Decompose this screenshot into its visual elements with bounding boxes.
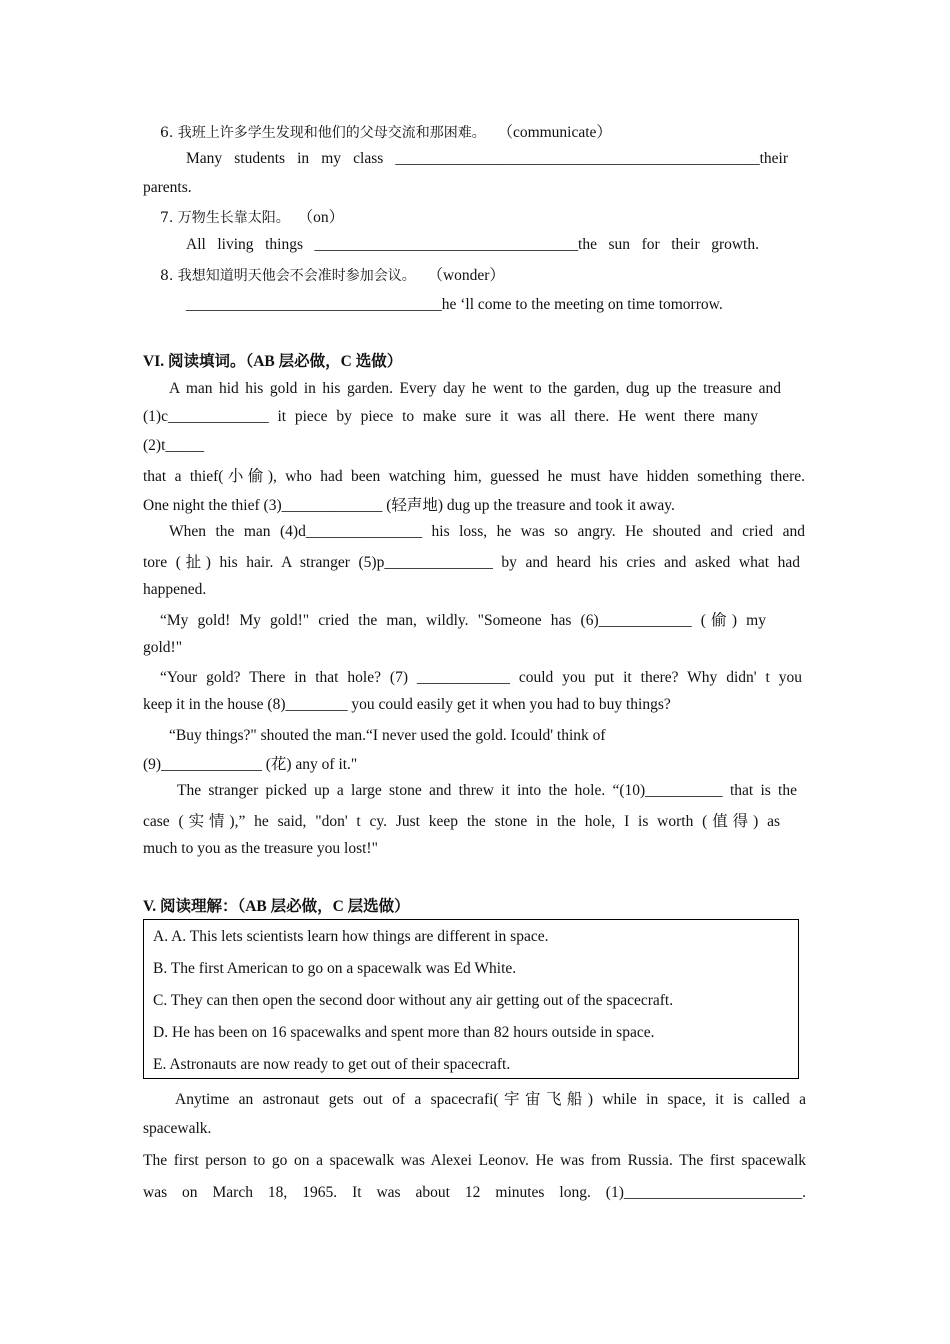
- passage-line-3: The first person to go on a spacewalk was Alexei Leonov. He was from Russia. The first spacewalk: [143, 1152, 806, 1169]
- cloze-line-8: happened.: [143, 581, 207, 598]
- cloze-line-1: A man hid his gold in his garden. Every day he went to the garden, dug up the treasure and: [169, 380, 781, 397]
- cloze-line-4: that a thief(小偷), who had been watching him, guessed he must have hidden something there.: [143, 468, 805, 485]
- cloze-line-14: (9)_____________ (花) any of it.": [143, 756, 358, 773]
- reading-heading: V. 阅读理解：（AB 层必做，C 层选做）: [143, 898, 410, 915]
- passage-line-4: was on March 18, 1965. It was about 12 minutes long. (1)_______________________.: [143, 1184, 806, 1201]
- item-8-zh: 8. 我想知道明天他会不会准时参加会议。: [160, 268, 416, 284]
- item-7-hint: （on）: [297, 209, 345, 226]
- translation-item-7-chinese: [160, 208, 344, 228]
- option-b: B. The first American to go on a spacewalk was Ed White.: [153, 960, 517, 977]
- cloze-line-12: keep it in the house (8)________ you could easily get it when you had to buy things?: [143, 696, 671, 713]
- item-8-hint: （wonder）: [427, 267, 505, 284]
- item-7-zh: 7. 万物生长靠太阳。: [160, 210, 290, 226]
- cloze-heading: VI. 阅读填词。（AB 层必做，C 选做）: [143, 353, 403, 370]
- cloze-line-10: gold!": [143, 639, 183, 656]
- cloze-line-7: tore (扯) his hair. A stranger (5)p______________ by and heard his cries and asked what had: [143, 554, 800, 571]
- cloze-line-16: case (实情),” he said, "don' t cy. Just keep the stone in the hole, I is worth (值得) as: [143, 813, 780, 830]
- cloze-line-2: (1)c_____________ it piece by piece to make sure it was all there. He went there many: [143, 408, 758, 425]
- item-8-english-line1: _________________________________he ‘ll come to the meeting on time tomorrow.: [186, 296, 723, 313]
- passage-line-1: Anytime an astronaut gets out of a spacecrafi(宇宙飞船) while in space, it is called a: [175, 1091, 806, 1108]
- translation-item-8-chinese: [160, 266, 505, 286]
- option-a: A. A. This lets scientists learn how things are different in space.: [153, 928, 549, 945]
- cloze-line-11: “Your gold? There in that hole? (7) ____________ could you put it there? Why didn' t you: [160, 669, 802, 686]
- translation-item-6-chinese: [160, 123, 612, 143]
- item-7-english-line1: All living things __________________________________the sun for their growth.: [186, 236, 759, 253]
- item-6-english-line2: parents.: [143, 179, 192, 196]
- cloze-line-17: much to you as the treasure you lost!": [143, 840, 378, 857]
- cloze-line-13: “Buy things?" shouted the man.“I never used the gold. Icould' think of: [169, 727, 606, 744]
- cloze-line-9: “My gold! My gold!" cried the man, wildly. "Someone has (6)____________ (偷) my: [160, 612, 766, 629]
- cloze-line-15: The stranger picked up a large stone and threw it into the hole. “(10)__________ that is the: [177, 782, 797, 799]
- item-6-hint: （communicate）: [497, 124, 612, 141]
- item-6-english-line1: Many students in my class _______________________________________________their: [186, 150, 788, 167]
- options-box: [143, 919, 799, 1079]
- option-e: E. Astronauts are now ready to get out of their spacecraft.: [153, 1056, 511, 1073]
- cloze-line-6: When the man (4)d_______________ his loss, he was so angry. He shouted and cried and: [169, 523, 805, 540]
- cloze-line-3: (2)t_____: [143, 437, 205, 454]
- cloze-line-5: One night the thief (3)_____________ (轻声地) dug up the treasure and took it away.: [143, 497, 675, 514]
- option-c: C. They can then open the second door without any air getting out of the spacecraft.: [153, 992, 674, 1009]
- passage-line-2: spacewalk.: [143, 1120, 212, 1137]
- item-6-zh: 6. 我班上许多学生发现和他们的父母交流和那困难。: [160, 125, 486, 141]
- option-d: D. He has been on 16 spacewalks and spent more than 82 hours outside in space.: [153, 1024, 655, 1041]
